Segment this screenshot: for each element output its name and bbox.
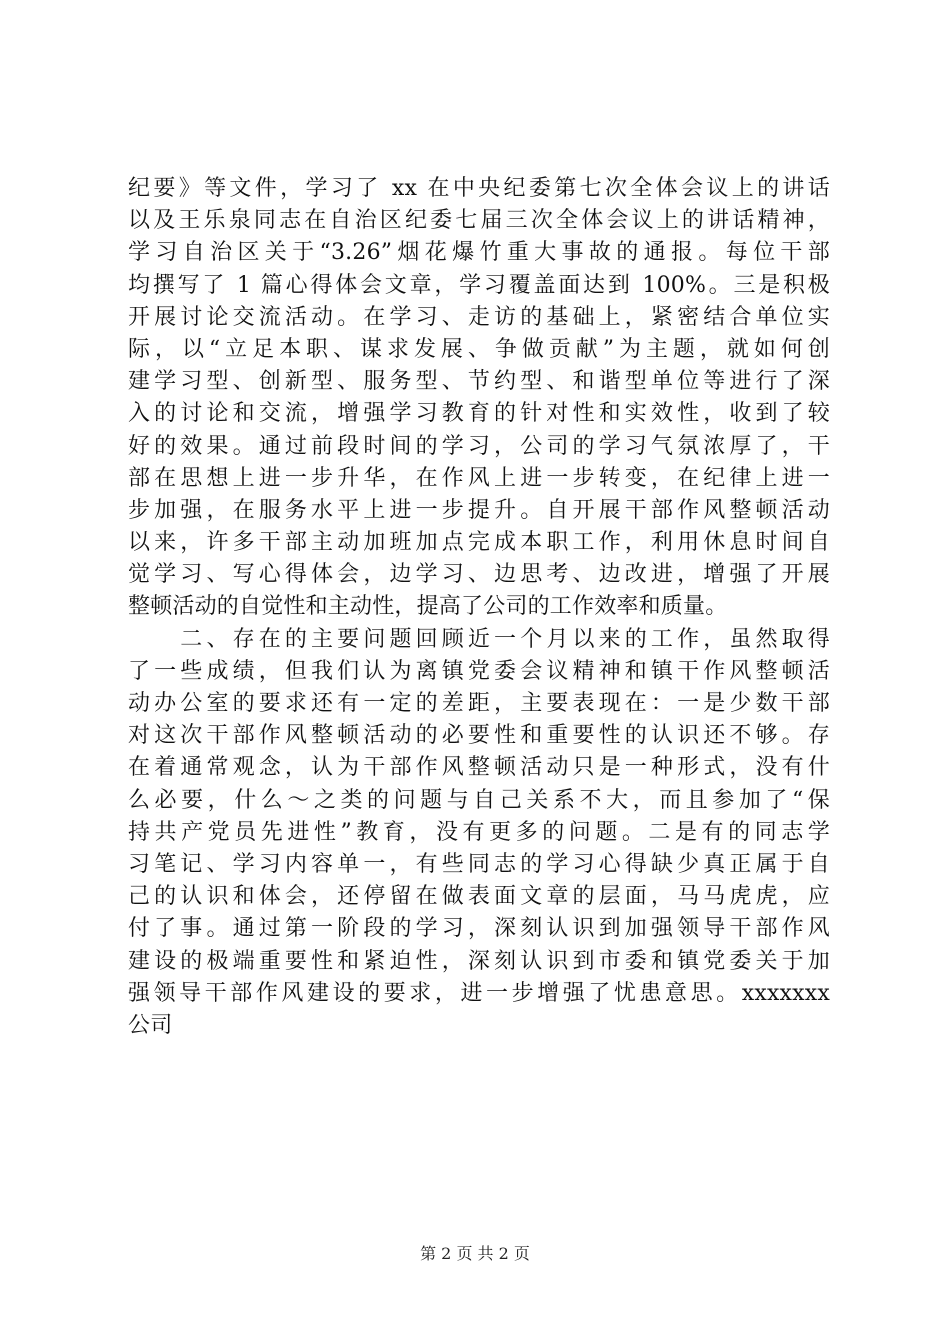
document-body	[128, 173, 830, 1042]
text-line: 际，以“立足本职、谋求发展、争做贡献”为主题，就如何创	[128, 336, 830, 362]
text-line: 付了事。通过第一阶段的学习，深刻认识到加强领导干部作风	[128, 916, 830, 942]
text-line: 步加强，在服务水平上进一步提升。自开展干部作风整顿活动	[128, 497, 830, 523]
text-line: 么必要，什么～之类的问题与自己关系不大，而且参加了“保	[128, 787, 830, 813]
text-line: 建学习型、创新型、服务型、节约型、和谐型单位等进行了深	[128, 369, 830, 395]
text-line: 己的认识和体会，还停留在做表面文章的层面，马马虎虎，应	[128, 884, 830, 910]
page-footer: 第 2 页 共 2 页	[420, 1244, 530, 1263]
text-line: 部在思想上进一步升华，在作风上进一步转变，在纪律上进一	[128, 465, 830, 491]
text-line: 好的效果。通过前段时间的学习，公司的学习气氛浓厚了，干	[128, 433, 830, 459]
text-line: 以及王乐泉同志在自治区纪委七届三次全体会议上的讲话精神，	[128, 208, 830, 234]
text-line: 开展讨论交流活动。在学习、走访的基础上，紧密结合单位实	[128, 304, 830, 330]
paragraph-end-line: 整顿活动的自觉性和主动性，提高了公司的工作效率和质量。	[128, 594, 728, 620]
text-line: 在着通常观念，认为干部作风整顿活动只是一种形式，没有什	[128, 755, 830, 781]
text-line: 以来，许多干部主动加班加点完成本职工作，利用休息时间自	[128, 530, 830, 556]
text-line: 纪要》等文件，学习了 xx 在中央纪委第七次全体会议上的讲话	[128, 176, 830, 201]
text-line: 持共产党员先进性”教育，没有更多的问题。二是有的同志学	[128, 819, 830, 845]
text-line: 习笔记、学习内容单一，有些同志的学习心得缺少真正属于自	[128, 851, 830, 877]
text-line: 学习自治区关于“3.26”烟花爆竹重大事故的通报。每位干部	[128, 240, 830, 266]
text-line: 动办公室的要求还有一定的差距，主要表现在：一是少数干部	[128, 691, 830, 716]
text-line: 强领导干部作风建设的要求，进一步增强了忧患意思。xxxxxxx	[128, 980, 830, 1006]
text-line: 了一些成绩，但我们认为离镇党委会议精神和镇干作风整顿活	[128, 658, 830, 684]
text-line: 均撰写了 1 篇心得体会文章，学习覆盖面达到 100%。三是积极	[128, 272, 830, 298]
text-line: 建设的极端重要性和紧迫性，深刻认识到市委和镇党委关于加	[128, 948, 830, 974]
text-line: 觉学习、写心得体会，边学习、边思考、边改进，增强了开展	[128, 562, 830, 588]
paragraph-end-line: 公司	[128, 1012, 173, 1038]
text-line: 对这次干部作风整顿活动的必要性和重要性的认识还不够。存	[128, 723, 830, 749]
text-line: 入的讨论和交流，增强学习教育的针对性和实效性，收到了较	[128, 401, 830, 427]
text-line: 二、存在的主要问题回顾近一个月以来的工作，虽然取得	[128, 626, 830, 652]
